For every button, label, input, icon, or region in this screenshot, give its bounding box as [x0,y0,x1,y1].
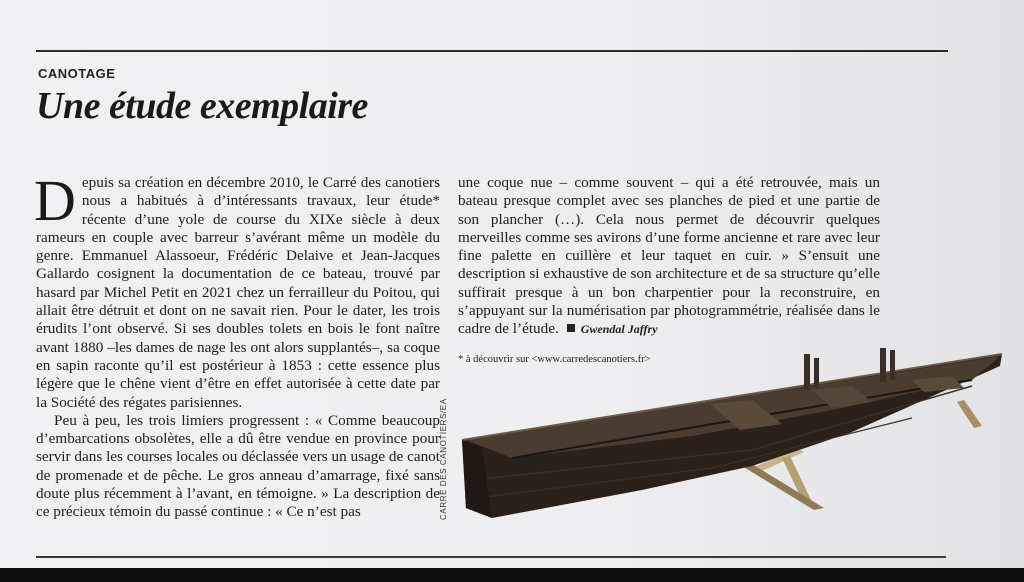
paragraph-1-text: epuis sa création en décembre 2010, le Carré des canotiers nous a habitués à d’intéressants travaux, leur étude* récente d’une yole de course du XIXe siècle à deux rameurs en couple avec barreur s’avérant même un modèle du genre. Emmanuel Alassoeur, Frédéric Delaive et Jean-Jacques Gallardo cosignent la documentation de ce bateau, trouvé par hasard par Michel Petit en 2021 chez un ferrailleur du Poitou, qui allait être détruit et dont on ne savait rien. Pour le dater, les trois érudits l’ont observé. Si ses doubles tolets en bois le font naître avant 1880 –les dames de nage les ont alors supplantés–, sa coque en sapin raconte qu’il est postérieur à 1853 : cette essence plus légère que le chêne vient d’être en effet autorisée à cette date par la Société des régates parisiennes. [36,174,440,411]
text-column-2 [458,174,880,339]
paragraph-3-text: une coque nue – comme souvent – qui a été retrouvée, mais un bateau presque complet avec ses planches de pied et une partie de son plancher (…). Cela nous permet de découvrir quelques merveilles comme ses avirons d’une forme ancienne et rare avec leur fine palette en cuillère et leur taquet en cuir. » S’ensuit une description si exhaustive de son architecture et de sa structure qu’elle suffirait presque à un bon charpentier pour la reconstruire, en s’appuyant sur la numérisation par photogrammétrie, réalisée dans le cadre de l’étude. [458,174,880,338]
text-column-1 [34,168,440,522]
photo-credit: CARRÉ DES CANOTIERS/EA [439,398,448,520]
rowing-boat-photo [452,340,1012,520]
section-rubric: CANOTAGE [38,66,116,81]
author-signature: Gwendal Jaffry [580,322,658,337]
paragraph-2: Peu à peu, les trois limiers progressent : « Comme beaucoup d’embarcations obsolètes, elle a dû être vendue en province pour servir dans les courses locales ou déclassée vers un usage de canot de promenade et de pêche. Le gros anneau d’amarrage, fixé sans doute plus récemment à l’avant, en témoigne. » La description de ce précieux témoin du passé continue : « Ce n’est pas [36,411,440,521]
screen-bottom-bar [0,568,1024,582]
end-mark-icon [567,324,575,332]
bottom-rule [36,556,946,558]
paragraph-1 [34,168,440,412]
top-rule [36,50,948,52]
footnote: * à découvrir sur <www.carredescanotiers.fr> [458,354,651,365]
drop-cap: D [34,168,76,233]
paragraph-3 [458,174,880,339]
article-headline: Une étude exemplaire [36,85,368,127]
